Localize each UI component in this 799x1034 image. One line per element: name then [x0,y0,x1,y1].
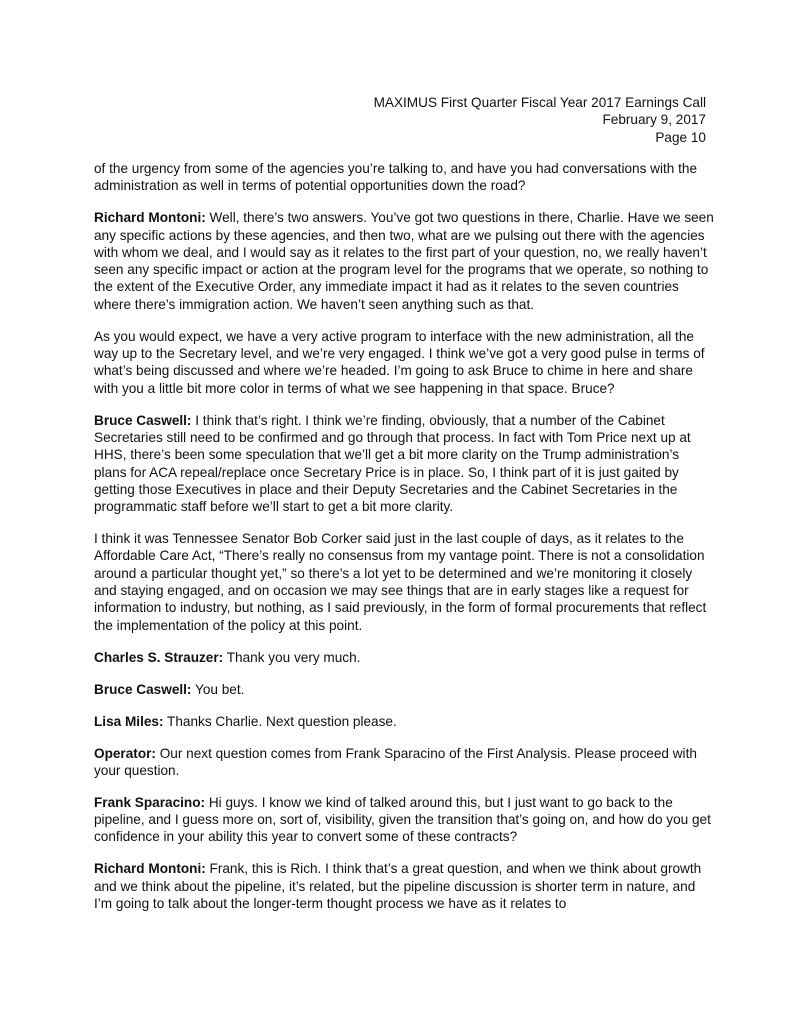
speaker-name: Operator: [94,745,156,761]
speaker-name: Frank Sparacino: [94,794,206,810]
document-title: MAXIMUS First Quarter Fiscal Year 2017 Earnings Call [373,95,706,110]
paragraph-text: I think that’s right. I think we’re finding, obviously, that a number of the Cabinet Secretaries still need to be confirmed and go through that process. In fact with Tom Price next up at HHS, there’s been some speculation that we’ll get a bit more clarity on the Trump administration’s plans for ACA repeal/replace once Secretary Price is in place. So, I think part of it is just gaited by getting those Executives in place and their Deputy Secretaries and the Cabinet Secretaries in the programmatic staff before we’ll start to get a bit more clarity. [94,412,691,515]
speaker-name: Bruce Caswell: [94,681,192,697]
page-number: Page 10 [655,129,706,145]
paragraph [94,745,714,780]
paragraph-text: Our next question comes from Frank Sparacino of the First Analysis. Please proceed with your question. [94,745,697,778]
speaker-name: Richard Montoni: [94,210,206,226]
paragraph-text: I think it was Tennessee Senator Bob Corker said just in the last couple of days, as it relates to the Affordable Care Act, “There’s really no consensus from my vantage point. There is not a consolidation around a particular thought yet,” so there’s a lot yet to be determined and we’re monitoring it closely and staying engaged, and on occasion we may see things that are in early stages like a request for information to industry, but nothing, as I said previously, in the form of formal procurements that reflect the implementation of the policy at this point. [94,531,707,633]
paragraph [94,681,714,698]
transcript-body [94,160,714,927]
paragraph [94,209,714,313]
paragraph [94,794,714,846]
paragraph-text: of the urgency from some of the agencies you’re talking to, and have you had conversations with the administration as well in terms of potential opportunities down the road? [94,161,698,194]
paragraph [94,412,714,516]
paragraph-text: Hi guys. I know we kind of talked around this, but I just want to go back to the pipeline, and I guess more on, sort of, visibility, given the transition that’s going on, and how do you get confidence in your ability this year to convert some of these contracts? [94,794,711,845]
paragraph-text: Well, there’s two answers. You’ve got two questions in there, Charlie. Have we seen any specific actions by these agencies, and then two, what are we pulsing out there with the agencies with whom we deal, and I would say as it relates to the first part of your question, no, we really haven’t seen any specific impact or action at the program level for the programs that we operate, so nothing to the extent of the Executive Order, any immediate impact it had as it relates to the seven countries where there’s immigration action. We haven’t seen anything such as that. [94,210,714,312]
paragraph-text: As you would expect, we have a very active program to interface with the new administration, all the way up to the Secretary level, and we’re very engaged. I think we’ve got a very good pulse in terms of what’s being discussed and where we’re headed. I’m going to ask Bruce to chime in here and share with you a little bit more color in terms of what we see happening in that space. Bruce? [94,328,705,396]
speaker-name: Bruce Caswell: [94,412,192,428]
speaker-name: Lisa Miles: [94,713,164,729]
paragraph-text: You bet. [191,681,245,697]
paragraph [94,530,714,634]
document-date: February 9, 2017 [602,112,706,128]
paragraph [94,649,714,666]
paragraph [94,860,714,912]
paragraph-text: Thanks Charlie. Next question please. [163,713,397,729]
paragraph [94,328,714,397]
paragraph [94,713,714,730]
paragraph [94,160,714,195]
page-header [374,94,706,146]
paragraph-text: Frank, this is Rich. I think that’s a great question, and when we think about growth and we think about the pipeline, it’s related, but the pipeline discussion is shorter term in nature, and I’m going to talk about the longer-term thought process we have as it relates to [94,861,702,911]
paragraph-text: Thank you very much. [223,649,361,665]
speaker-name: Richard Montoni: [94,861,206,877]
speaker-name: Charles S. Strauzer: [94,649,224,665]
